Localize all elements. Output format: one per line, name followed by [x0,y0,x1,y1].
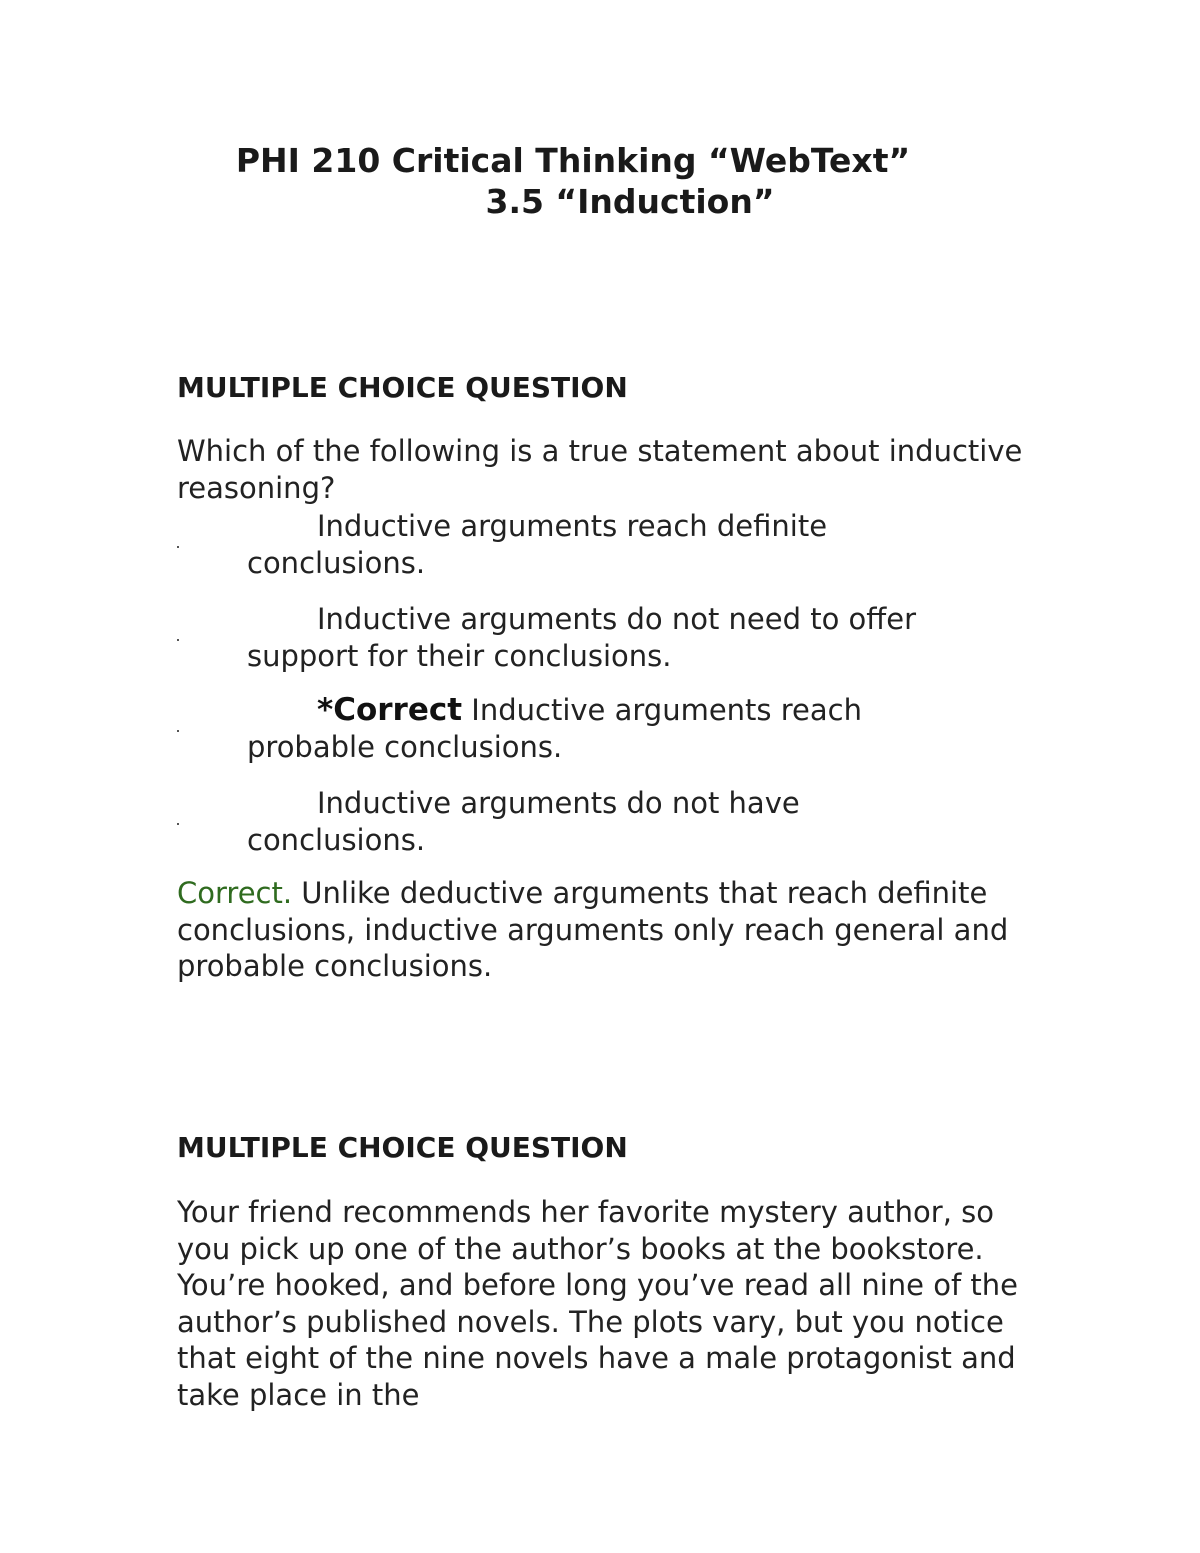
question1-heading: MULTIPLE CHOICE QUESTION [177,371,628,404]
option-text-continued: conclusions. [247,546,426,580]
option-text: Inductive arguments reach [462,693,862,727]
option-text: Inductive arguments reach definite [317,509,828,543]
option-bullet [177,823,179,825]
document-title: PHI 210 Critical Thinking “WebText” [235,141,911,180]
feedback-text: Unlike deductive arguments that reach definite conclusions, inductive arguments only reach general and probable conclusions. [177,876,1009,983]
option-text-continued: conclusions. [247,823,426,857]
question1-option-c [177,692,1037,766]
question1-feedback [177,875,1037,985]
option-text-continued: support for their conclusions. [247,639,672,673]
question2-prompt: Your friend recommends her favorite mystery author, so you pick up one of the author’s books at the bookstore. You’re hooked, and before long you’ve read all nine of the author’s published novels. The plots vary, but you notice that eight of the nine novels have a male protagonist and take place in the [177,1195,1018,1412]
question1-option-b [177,601,1037,675]
question1-option-a [177,508,1037,582]
option-bullet [177,546,179,548]
option-text-continued: probable conclusions. [247,730,563,764]
question2-heading: MULTIPLE CHOICE QUESTION [177,1131,628,1164]
feedback-label: Correct. [177,876,293,910]
question1-prompt: Which of the following is a true statement about inductive reasoning? [177,434,1023,505]
option-bullet [177,730,179,732]
option-bullet [177,639,179,641]
correct-answer-marker: *Correct [317,692,463,728]
question1-option-d [177,785,1037,859]
document-subtitle: 3.5 “Induction” [485,182,775,221]
option-text: Inductive arguments do not need to offer [317,602,917,636]
option-text: Inductive arguments do not have [317,786,800,820]
